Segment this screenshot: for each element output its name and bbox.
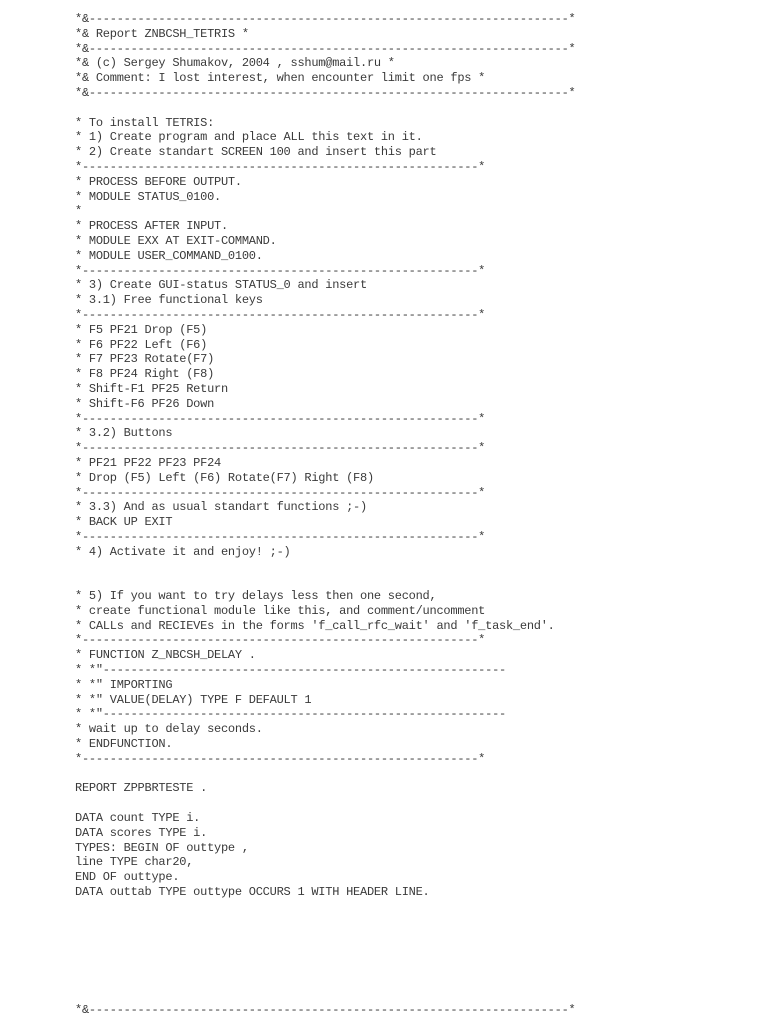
code-line: * F6 PF22 Left (F6)	[75, 337, 208, 352]
code-line: *---------------------------------------------------------*	[75, 633, 486, 648]
code-line: * F8 PF24 Right (F8)	[75, 367, 215, 382]
code-line: DATA scores TYPE i.	[75, 825, 208, 840]
code-line: TYPES: BEGIN OF outtype ,	[75, 840, 249, 855]
code-line	[75, 101, 755, 116]
code-line	[75, 929, 755, 944]
code-line	[75, 796, 755, 811]
code-line: *&---------------------------------------------------------------------*	[75, 41, 576, 56]
code-line	[75, 767, 755, 782]
code-line: * F5 PF21 Drop (F5)	[75, 322, 208, 337]
code-line: * create functional module like this, and comment/uncomment	[75, 603, 486, 618]
code-line: * 1) Create program and place ALL this text in it.	[75, 130, 423, 145]
code-line: * BACK UP EXIT	[75, 515, 173, 530]
code-line	[75, 574, 755, 589]
code-line: * *"----------------------------------------------------------	[75, 707, 506, 722]
code-line: DATA outtab TYPE outtype OCCURS 1 WITH HEADER LINE.	[75, 885, 430, 900]
code-line: END OF outtype.	[75, 870, 180, 885]
code-line: *---------------------------------------------------------*	[75, 411, 486, 426]
code-line: * MODULE EXX AT EXIT-COMMAND.	[75, 233, 277, 248]
code-line	[75, 915, 755, 930]
code-line: * 3.1) Free functional keys	[75, 293, 263, 308]
code-listing	[75, 12, 755, 1018]
code-line	[75, 944, 755, 959]
code-line: * FUNCTION Z_NBCSH_DELAY .	[75, 648, 256, 663]
code-line: * To install TETRIS:	[75, 115, 215, 130]
code-line: * wait up to delay seconds.	[75, 722, 263, 737]
code-line: line TYPE char20,	[75, 855, 194, 870]
code-line	[75, 989, 755, 1004]
code-line: * Shift-F6 PF26 Down	[75, 396, 215, 411]
code-line: * ENDFUNCTION.	[75, 737, 173, 752]
code-line: *---------------------------------------------------------*	[75, 159, 486, 174]
code-line: REPORT ZPPBRTESTE .	[75, 781, 208, 796]
code-line: * F7 PF23 Rotate(F7)	[75, 352, 215, 367]
code-line: * PROCESS AFTER INPUT.	[75, 219, 228, 234]
code-line: * 3.2) Buttons	[75, 426, 173, 441]
code-line: *&---------------------------------------------------------------------*	[75, 12, 576, 26]
code-line: *& Report ZNBCSH_TETRIS *	[75, 26, 249, 41]
code-line: *---------------------------------------------------------*	[75, 263, 486, 278]
code-line: *---------------------------------------------------------*	[75, 485, 486, 500]
code-line: *&---------------------------------------------------------------------*	[75, 1003, 576, 1018]
code-line: *---------------------------------------------------------*	[75, 751, 486, 766]
code-line: * *" VALUE(DELAY) TYPE F DEFAULT 1	[75, 692, 312, 707]
code-line: *	[75, 204, 82, 219]
code-line: DATA count TYPE i.	[75, 811, 201, 826]
code-line	[75, 900, 755, 915]
code-line: *---------------------------------------------------------*	[75, 441, 486, 456]
code-line: * 2) Create standart SCREEN 100 and insert this part	[75, 145, 437, 160]
code-line: * CALLs and RECIEVEs in the forms 'f_call_rfc_wait' and 'f_task_end'.	[75, 618, 555, 633]
code-line: *---------------------------------------------------------*	[75, 529, 486, 544]
code-line: * MODULE STATUS_0100.	[75, 189, 221, 204]
code-line	[75, 959, 755, 974]
code-line: * 4) Activate it and enjoy! ;-)	[75, 544, 291, 559]
code-line	[75, 559, 755, 574]
code-line: * PF21 PF22 PF23 PF24	[75, 455, 221, 470]
code-line: * Drop (F5) Left (F6) Rotate(F7) Right (F8)	[75, 470, 374, 485]
code-line: * PROCESS BEFORE OUTPUT.	[75, 174, 242, 189]
code-line: *& (c) Sergey Shumakov, 2004 , sshum@mail.ru *	[75, 56, 395, 71]
code-line: * MODULE USER_COMMAND_0100.	[75, 248, 263, 263]
code-line: * 3) Create GUI-status STATUS_0 and insert	[75, 278, 367, 293]
code-line: *& Comment: I lost interest, when encounter limit one fps *	[75, 71, 486, 86]
code-line: * 5) If you want to try delays less then one second,	[75, 589, 437, 604]
code-line: * Shift-F1 PF25 Return	[75, 381, 228, 396]
code-line: * *" IMPORTING	[75, 677, 173, 692]
code-line: *---------------------------------------------------------*	[75, 307, 486, 322]
code-line: *&---------------------------------------------------------------------*	[75, 85, 576, 100]
code-line: * 3.3) And as usual standart functions ;-)	[75, 500, 367, 515]
code-line	[75, 974, 755, 989]
code-line: * *"----------------------------------------------------------	[75, 663, 506, 678]
